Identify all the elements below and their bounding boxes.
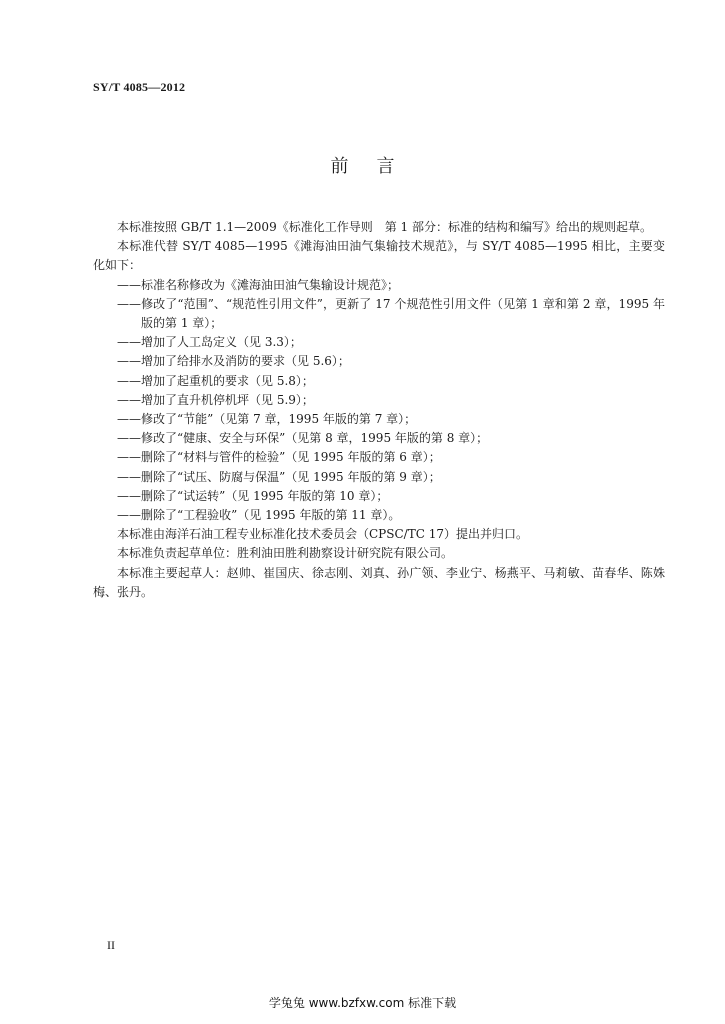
standard-code: SY/T 4085—2012	[93, 80, 186, 94]
change-item: ——增加了人工岛定义（见 3.3）；	[117, 335, 302, 350]
footer-watermark: 学兔兔 www.bzfxw.com 标准下载	[268, 996, 457, 1010]
page-number: II	[107, 938, 115, 952]
change-item: ——修改了“节能”（见第 7 章，1995 年版的第 7 章）；	[117, 412, 417, 427]
change-item: ——删除了“试运转”（见 1995 年版的第 10 章）；	[117, 488, 389, 503]
preface-body	[93, 218, 665, 602]
change-item: ——修改了“范围”、“规范性引用文件”，更新了 17 个规范性引用文件（见第 1 章和第 2 章，1995 年版的第 1 章）；	[117, 296, 665, 331]
change-item: ——修改了“健康、安全与环保”（见第 8 章，1995 年版的第 8 章）；	[117, 431, 489, 446]
change-item: ——删除了“工程验收”（见 1995 年版的第 11 章）。	[117, 508, 401, 523]
paragraph-drafters: 本标准主要起草人：赵帅、崔国庆、徐志刚、刘真、孙广领、李业宁、杨燕平、马莉敏、苗春华、陈姝梅、张丹。	[93, 565, 665, 599]
change-item: ——增加了起重机的要求（见 5.8）；	[117, 373, 314, 388]
paragraph-drafting-unit: 本标准负责起草单位：胜利油田胜利勘察设计研究院有限公司。	[117, 546, 454, 561]
paragraph-committee: 本标准由海洋石油工程专业标准化技术委员会（CPSC/TC 17）提出并归口。	[117, 527, 528, 542]
change-item: ——标准名称修改为《滩海油田油气集输设计规范》；	[117, 277, 400, 292]
change-item: ——删除了“试压、防腐与保温”（见 1995 年版的第 9 章）；	[117, 469, 441, 484]
change-item: ——删除了“材料与管件的检验”（见 1995 年版的第 6 章）；	[117, 450, 441, 465]
change-item: ——增加了给排水及消防的要求（见 5.6）；	[117, 354, 350, 369]
paragraph-replacement: 本标准代替 SY/T 4085—1995《滩海油田油气集输技术规范》，与 SY/T 4085—1995 相比，主要变化如下：	[93, 239, 665, 273]
page-title: 前言	[330, 156, 423, 177]
paragraph-drafting-rules: 本标准按照 GB/T 1.1—2009《标准化工作导则 第 1 部分：标准的结构和编写》给出的规则起草。	[117, 220, 652, 234]
change-item: ——增加了直升机停机坪（见 5.9）；	[117, 392, 314, 407]
